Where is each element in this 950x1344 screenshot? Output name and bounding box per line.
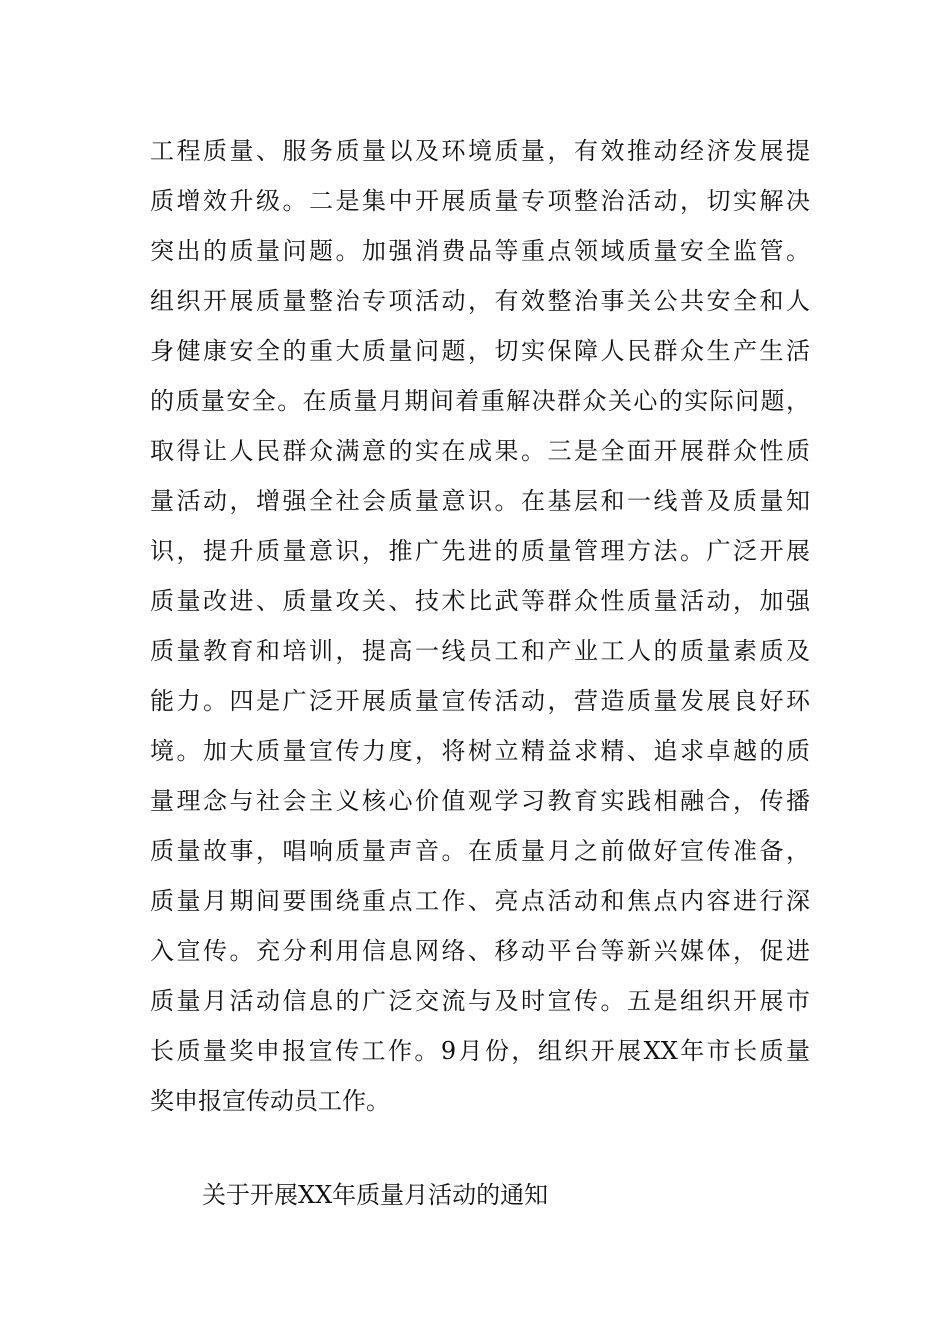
text-line: 量活动，增强全社会质量意识。在基层和一线普及质量知 <box>150 487 810 515</box>
text-line: 取得让人民群众满意的实在成果。三是全面开展群众性质 <box>150 437 810 465</box>
text-line: 身健康安全的重大质量问题，切实保障人民群众生产生活 <box>150 337 810 365</box>
text-line: 长质量奖申报宣传工作。9月份，组织开展XX年市长质量 <box>150 1037 810 1065</box>
text-line: 质增效升级。二是集中开展质量专项整治活动，切实解决 <box>150 187 810 215</box>
text-line: 奖申报宣传动员工作。 <box>150 1087 390 1115</box>
text-line: 工程质量、服务质量以及环境质量，有效推动经济发展提 <box>150 137 810 165</box>
body-paragraph <box>150 126 810 1126</box>
text-line: 识，提升质量意识，推广先进的质量管理方法。广泛开展 <box>150 537 810 565</box>
text-line: 质量教育和培训，提高一线员工和产业工人的质量素质及 <box>150 637 810 665</box>
text-line: 质量月活动信息的广泛交流与及时宣传。五是组织开展市 <box>150 987 810 1015</box>
text-line: 突出的质量问题。加强消费品等重点领域质量安全监管。 <box>150 237 810 265</box>
text-line: 质量改进、质量攻关、技术比武等群众性质量活动，加强 <box>150 587 810 615</box>
text-line: 能力。四是广泛开展质量宣传活动，营造质量发展良好环 <box>150 687 810 715</box>
section-heading: 关于开展XX年质量月活动的通知 <box>202 1181 549 1209</box>
text-line: 境。加大质量宣传力度，将树立精益求精、追求卓越的质 <box>150 737 810 765</box>
text-line: 质量月期间要围绕重点工作、亮点活动和焦点内容进行深 <box>150 887 810 915</box>
text-line: 质量故事，唱响质量声音。在质量月之前做好宣传准备， <box>150 837 810 865</box>
text-line: 组织开展质量整治专项活动，有效整治事关公共安全和人 <box>150 287 810 315</box>
text-line: 的质量安全。在质量月期间着重解决群众关心的实际问题， <box>150 387 810 415</box>
text-line: 入宣传。充分利用信息网络、移动平台等新兴媒体，促进 <box>150 937 810 965</box>
text-line: 量理念与社会主义核心价值观学习教育实践相融合，传播 <box>150 787 810 815</box>
